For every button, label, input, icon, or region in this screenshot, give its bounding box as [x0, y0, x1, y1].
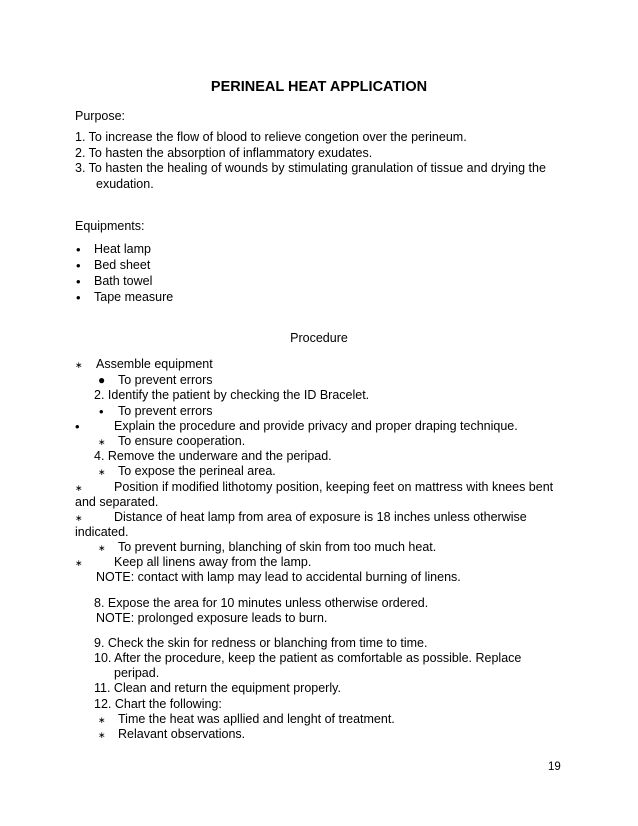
- procedure-line-continued: peripad.: [114, 666, 160, 680]
- procedure-note: NOTE: contact with lamp may lead to accidental burning of linens.: [96, 570, 461, 584]
- asterisk-bullet-icon: ∗: [75, 483, 83, 493]
- procedure-note: NOTE: prolonged exposure leads to burn.: [96, 611, 328, 625]
- procedure-line: To prevent errors: [118, 404, 213, 418]
- bullet-icon: •: [76, 242, 81, 257]
- purpose-heading: Purpose:: [75, 109, 126, 123]
- procedure-line: Assemble equipment: [96, 357, 213, 371]
- procedure-line: 11. Clean and return the equipment properly.: [94, 681, 341, 695]
- asterisk-bullet-icon: ∗: [98, 437, 106, 447]
- procedure-line: To expose the perineal area.: [118, 464, 276, 478]
- procedure-line: 2. Identify the patient by checking the ID Bracelet.: [94, 388, 370, 402]
- procedure-line: To prevent burning, blanching of skin from too much heat.: [118, 540, 437, 554]
- procedure-line: 10. After the procedure, keep the patient as comfortable as possible. Replace: [94, 651, 522, 665]
- asterisk-bullet-icon: ∗: [98, 715, 106, 725]
- purpose-item: 3. To hasten the healing of wounds by stimulating granulation of tissue and drying the: [75, 161, 546, 175]
- procedure-line-continued: and separated.: [75, 495, 159, 509]
- procedure-line: Position if modified lithotomy position, keeping feet on mattress with knees bent: [114, 480, 554, 494]
- asterisk-bullet-icon: ∗: [98, 730, 106, 740]
- page-title: PERINEAL HEAT APPLICATION: [210, 79, 428, 95]
- bullet-icon: •: [75, 419, 80, 434]
- equipment-item: Heat lamp: [94, 242, 151, 256]
- equipment-item: Bed sheet: [94, 258, 151, 272]
- procedure-line: Relavant observations.: [118, 727, 246, 741]
- equipments-heading: Equipments:: [75, 219, 145, 233]
- procedure-line: To prevent errors: [118, 373, 213, 387]
- asterisk-bullet-icon: ∗: [75, 558, 83, 568]
- bullet-icon: •: [99, 404, 104, 419]
- procedure-line: Time the heat was apllied and lenght of treatment.: [118, 712, 395, 726]
- procedure-line: Distance of heat lamp from area of exposure is 18 inches unless otherwise: [114, 510, 527, 524]
- procedure-line-continued: indicated.: [75, 525, 129, 539]
- asterisk-bullet-icon: ∗: [98, 543, 106, 553]
- equipment-item: Tape measure: [94, 290, 174, 304]
- page-number: 19: [548, 761, 561, 773]
- purpose-item: 2. To hasten the absorption of inflammatory exudates.: [75, 146, 373, 160]
- procedure-line: To ensure cooperation.: [118, 434, 246, 448]
- purpose-item: 1. To increase the flow of blood to relieve congetion over the perineum.: [75, 130, 467, 144]
- bullet-icon: ●: [98, 373, 106, 387]
- asterisk-bullet-icon: ∗: [75, 360, 83, 370]
- bullet-icon: •: [76, 290, 81, 305]
- procedure-heading: Procedure: [290, 331, 348, 345]
- equipment-item: Bath towel: [94, 274, 153, 288]
- procedure-line: Explain the procedure and provide privacy and proper draping technique.: [114, 419, 518, 433]
- bullet-icon: •: [76, 274, 81, 289]
- asterisk-bullet-icon: ∗: [98, 467, 106, 477]
- asterisk-bullet-icon: ∗: [75, 513, 83, 523]
- procedure-line: 8. Expose the area for 10 minutes unless otherwise ordered.: [94, 596, 429, 610]
- procedure-line: 12. Chart the following:: [94, 697, 222, 711]
- procedure-line: 4. Remove the underware and the peripad.: [94, 449, 332, 463]
- purpose-item-continued: exudation.: [96, 177, 154, 191]
- procedure-line: Keep all linens away from the lamp.: [114, 555, 312, 569]
- bullet-icon: •: [76, 258, 81, 273]
- procedure-line: 9. Check the skin for redness or blanching from time to time.: [94, 636, 428, 650]
